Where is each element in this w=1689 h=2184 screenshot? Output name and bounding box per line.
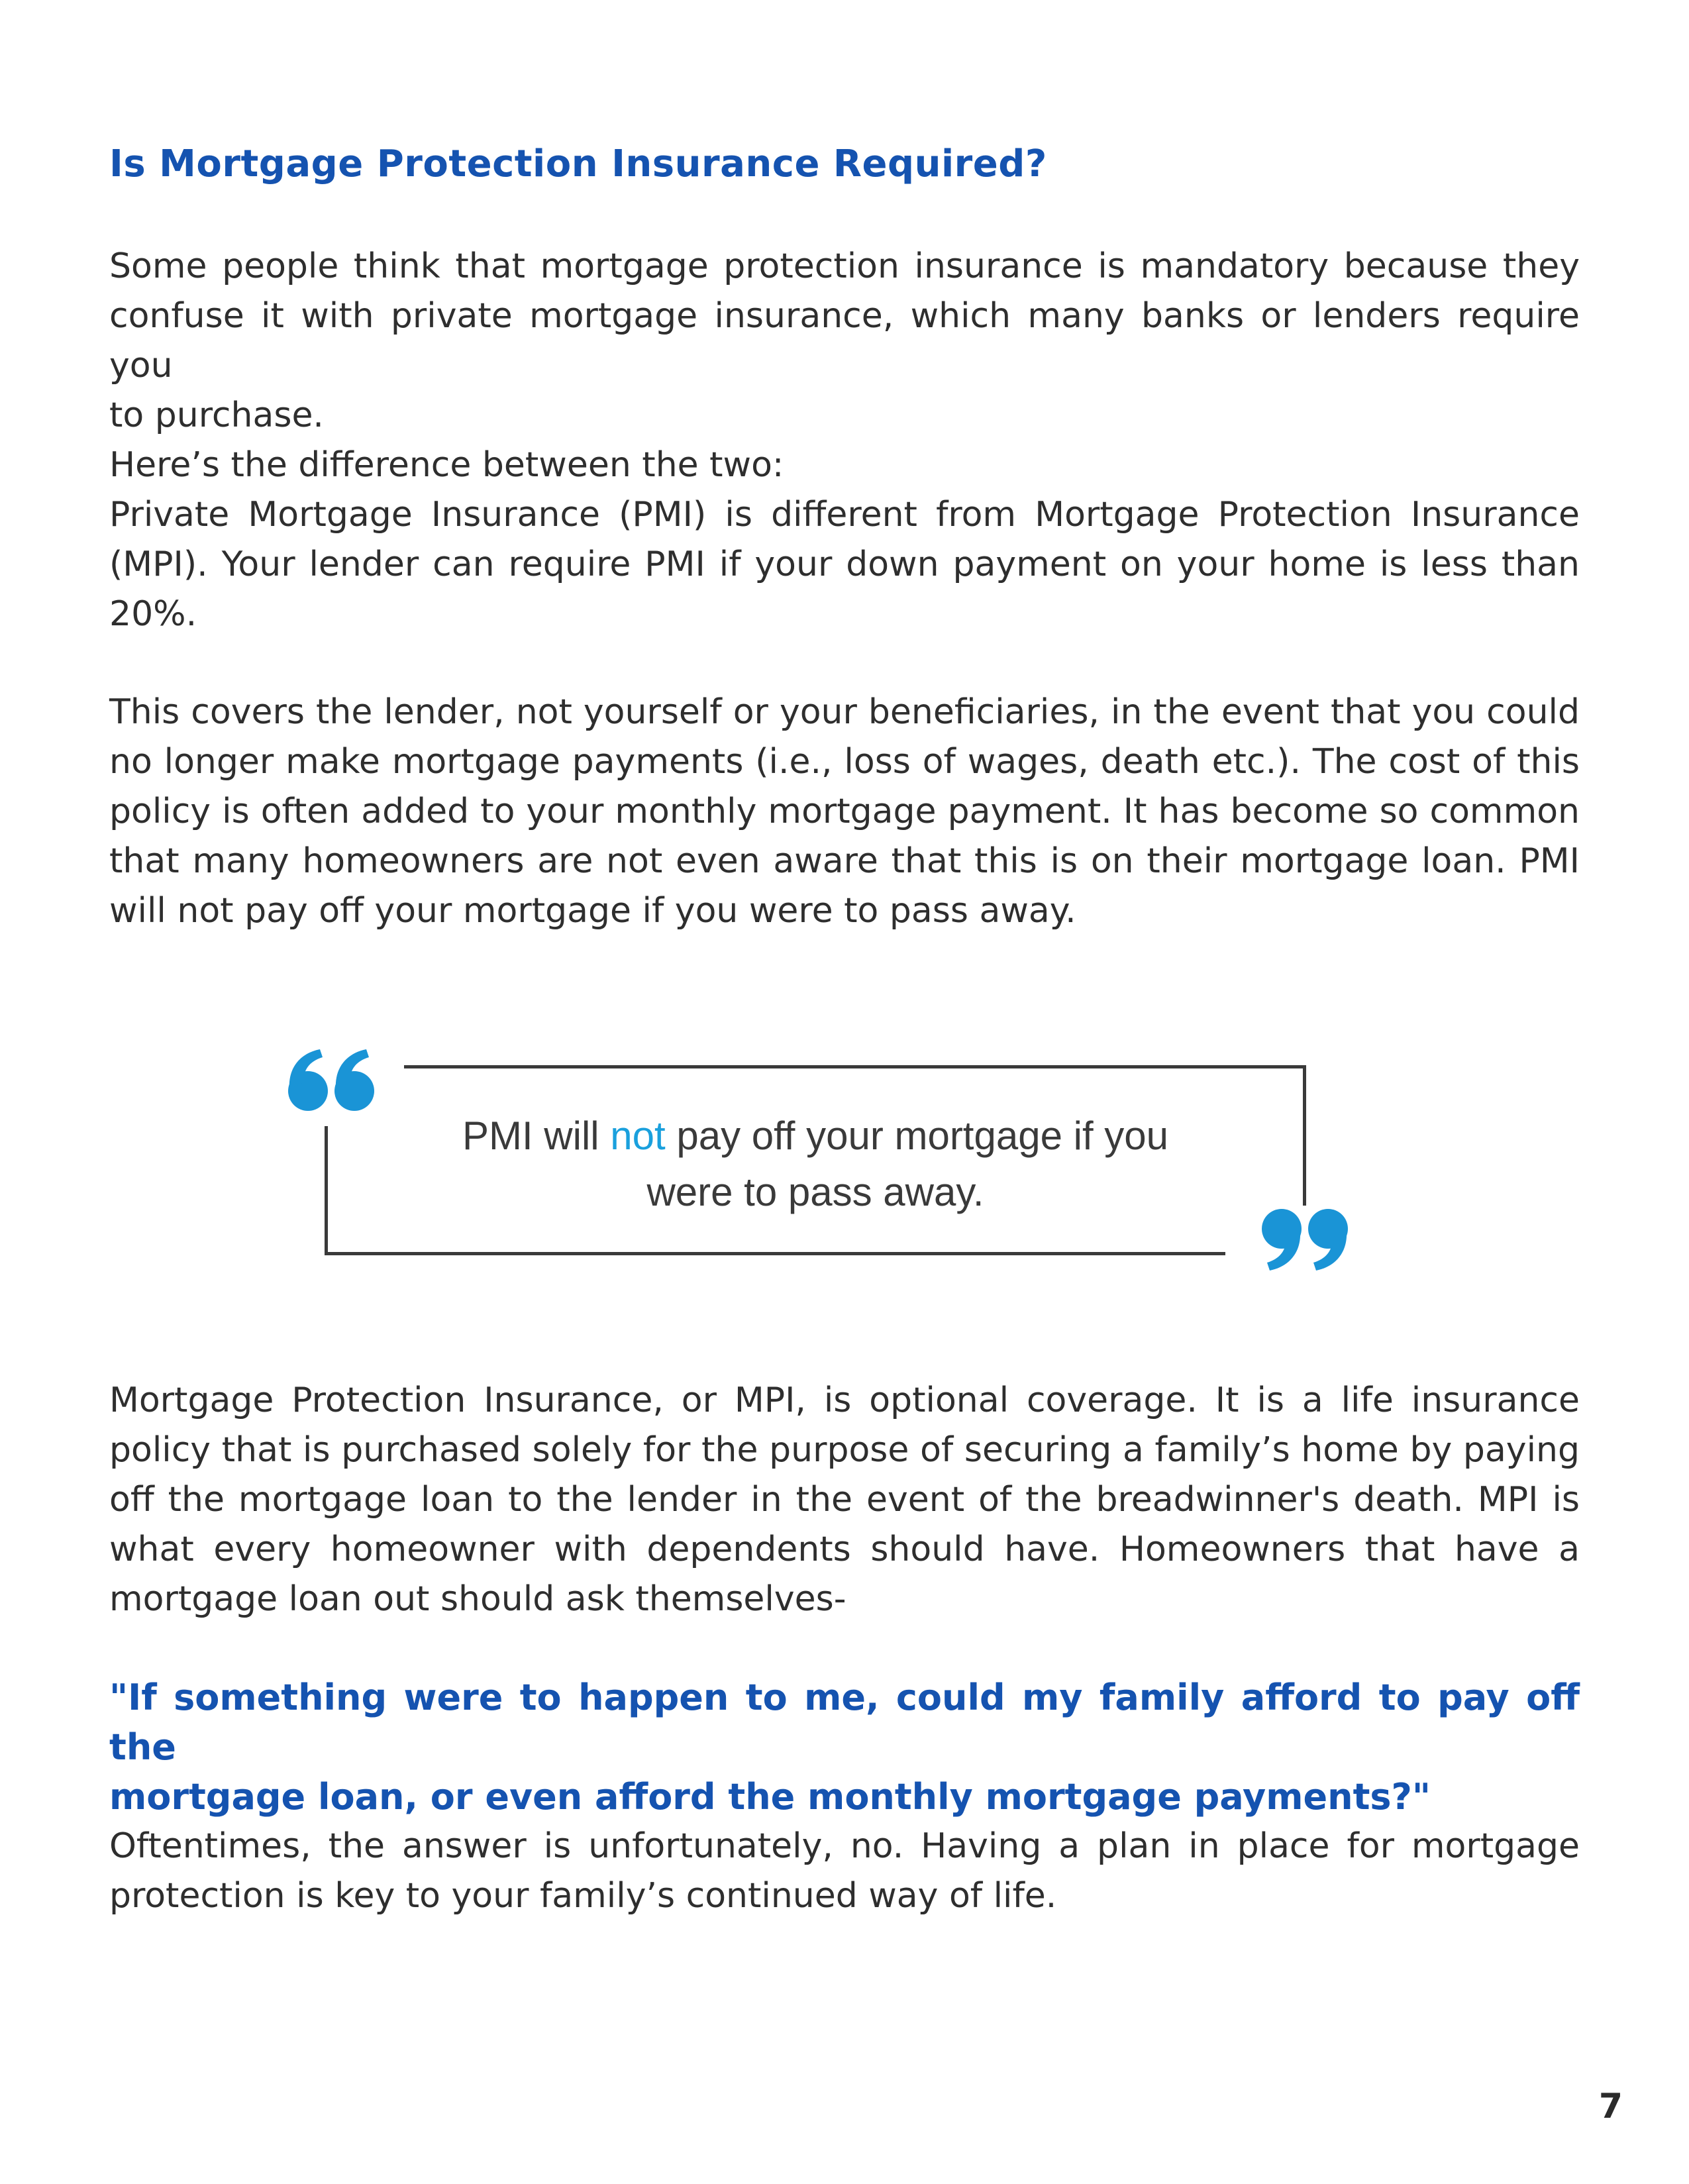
text-line: mortgage loan out should ask themselves- <box>109 1579 846 1619</box>
paragraph-conclusion <box>109 1822 1580 1921</box>
text-line: policy that is purchased solely for the purpose of securing a family’s home by paying <box>109 1430 1580 1470</box>
paragraph-pmi-coverage <box>109 688 1580 936</box>
section-heading: Is Mortgage Protection Insurance Required? <box>109 142 1047 185</box>
text-line: no longer make mortgage payments (i.e., loss of wages, death etc.). The cost of this <box>109 742 1580 782</box>
close-quote-icon <box>1255 1206 1355 1278</box>
text-line: that many homeowners are not even aware that this is on their mortgage loan. PMI <box>109 841 1580 881</box>
text-line: off the mortgage loan to the lender in the event of the breadwinner's death. MPI is <box>109 1480 1580 1520</box>
text-line: Here’s the difference between the two: <box>109 445 784 485</box>
text-line: Some people think that mortgage protection insurance is mandatory because they <box>109 246 1580 286</box>
text-line: policy is often added to your monthly mortgage payment. It has become so common <box>109 792 1580 831</box>
text-line: This covers the lender, not yourself or your beneficiaries, in the event that you could <box>109 692 1580 732</box>
quote-text-line-2: were to pass away. <box>646 1170 984 1214</box>
quote-highlight-word: not <box>610 1114 666 1158</box>
text-line: protection is key to your family’s continued way of life. <box>109 1876 1057 1916</box>
quote-text-start: PMI will <box>462 1114 611 1158</box>
text-line: will not pay off your mortgage if you were to pass away. <box>109 891 1076 931</box>
text-line: "If something were to happen to me, could my family afford to pay off the <box>109 1677 1580 1768</box>
emphasis-question <box>109 1673 1580 1822</box>
page-number: 7 <box>1598 2087 1623 2126</box>
pull-quote-text <box>325 1108 1306 1220</box>
paragraph-mpi-confusion <box>109 242 1580 441</box>
quote-text-end: pay off your mortgage if you <box>665 1114 1169 1158</box>
open-quote-icon <box>282 1041 381 1114</box>
text-line: to purchase. <box>109 395 324 435</box>
text-line: Mortgage Protection Insurance, or MPI, is optional coverage. It is a life insurance <box>109 1380 1580 1420</box>
text-line: Oftentimes, the answer is unfortunately, no. Having a plan in place for mortgage <box>109 1826 1580 1866</box>
text-line: confuse it with private mortgage insurance, which many banks or lenders require you <box>109 296 1580 386</box>
text-line: (MPI). Your lender can require PMI if your down payment on your home is less than <box>109 545 1580 584</box>
paragraph-difference <box>109 441 1580 639</box>
text-line: what every homeowner with dependents should have. Homeowners that have a <box>109 1530 1580 1569</box>
text-line: mortgage loan, or even afford the monthly mortgage payments?" <box>109 1776 1431 1818</box>
paragraph-mpi-definition <box>109 1376 1580 1624</box>
text-line: 20%. <box>109 594 197 634</box>
text-line: Private Mortgage Insurance (PMI) is different from Mortgage Protection Insurance <box>109 495 1580 535</box>
